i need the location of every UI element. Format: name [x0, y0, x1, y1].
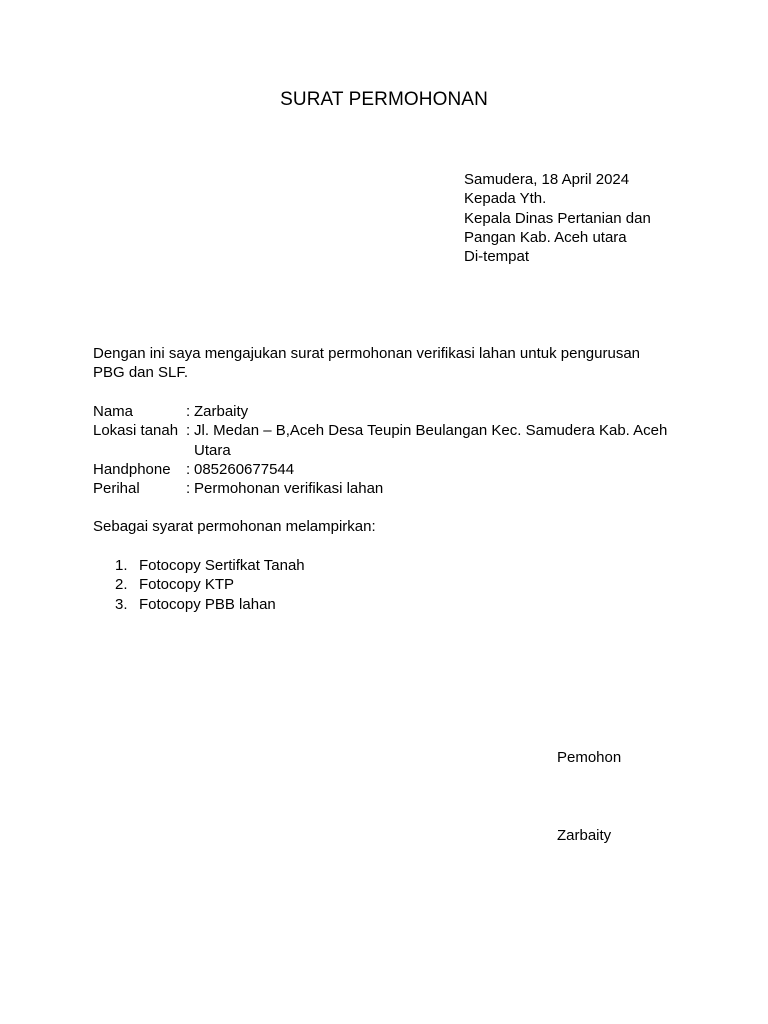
requirements-intro: Sebagai syarat permohonan melampirkan: [93, 518, 376, 535]
field-value-wrapper [186, 479, 673, 498]
field-colon: : [186, 422, 191, 440]
list-item [93, 556, 305, 575]
field-label: Nama [93, 403, 134, 420]
field-label: Perihal [93, 480, 140, 498]
field-value-wrapper [186, 421, 673, 460]
list-number-wrapper [93, 556, 139, 575]
attachments-list [93, 556, 305, 614]
list-item [93, 575, 305, 594]
field-colon: : [186, 403, 191, 420]
field-value-wrapper [186, 402, 673, 421]
list-number: 3. [115, 595, 128, 613]
field-value-wrapper [186, 460, 673, 479]
intro-paragraph: Dengan ini saya mengajukan surat permohonan verifikasi lahan untuk pengurusan PBG dan SLF. [93, 345, 641, 382]
field-value: Permohonan verifikasi lahan [194, 480, 384, 498]
recipient-line-1: Kepala Dinas Pertanian dan [464, 209, 651, 227]
recipient-address-block [464, 170, 704, 266]
field-row-subject [93, 479, 673, 498]
date-line: Samudera, 18 April 2024 [464, 171, 630, 188]
list-number-wrapper [93, 575, 139, 594]
list-item [93, 595, 305, 614]
field-row-location [93, 421, 673, 460]
field-label: Lokasi tanah [93, 422, 179, 440]
place-line: Di-tempat [464, 248, 530, 266]
field-row-name [93, 402, 673, 421]
closing-label: Pemohon [557, 749, 622, 766]
field-colon: : [186, 460, 191, 478]
applicant-details [93, 402, 673, 498]
list-number: 2. [115, 576, 128, 594]
signer-name: Zarbaity [557, 827, 612, 844]
field-value: Zarbaity [194, 403, 249, 420]
list-number-wrapper [93, 595, 139, 614]
field-label: Handphone [93, 460, 171, 478]
recipient-line-2: Pangan Kab. Aceh utara [464, 228, 627, 246]
list-number: 1. [115, 557, 128, 574]
letter-title: SURAT PERMOHONAN [280, 89, 488, 110]
field-row-phone [93, 460, 673, 479]
field-value: 085260677544 [194, 460, 295, 478]
list-item-text: Fotocopy PBB lahan [139, 595, 276, 613]
list-item-text: Fotocopy KTP [139, 576, 235, 594]
field-value: Jl. Medan – B,Aceh Desa Teupin Beulangan Kec. Samudera Kab. Aceh Utara [194, 422, 668, 459]
salutation-line: Kepada Yth. [464, 190, 547, 208]
field-colon: : [186, 480, 191, 498]
list-item-text: Fotocopy Sertifkat Tanah [139, 557, 305, 574]
